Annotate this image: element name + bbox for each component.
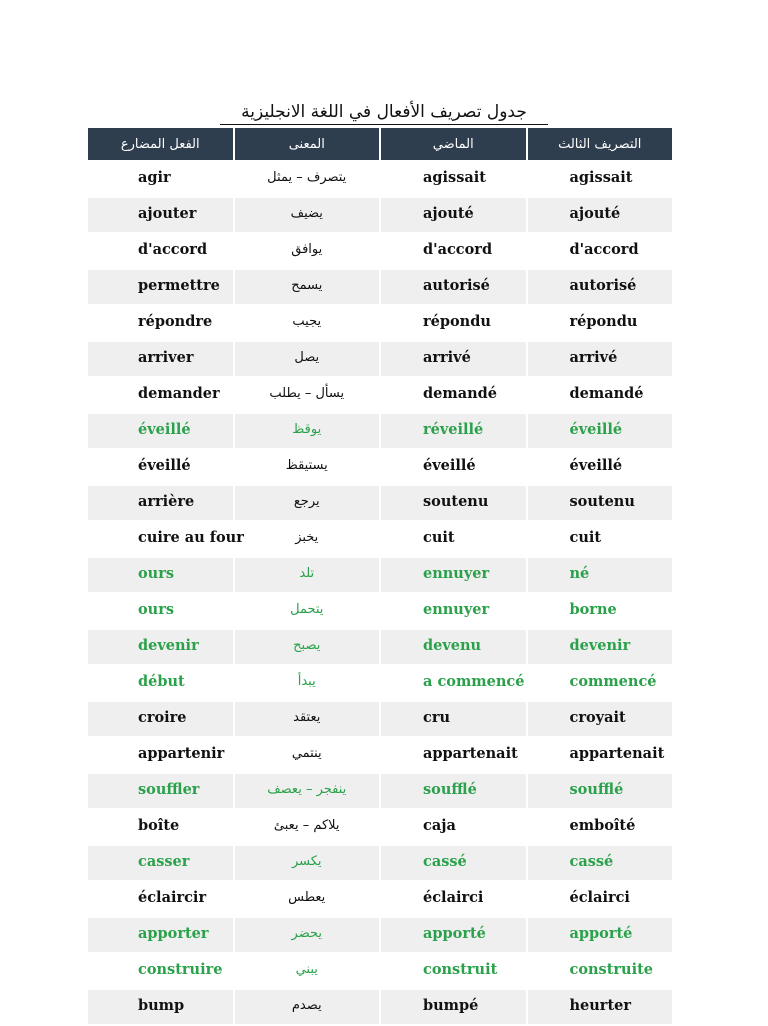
present-tense-cell: souffler	[88, 774, 233, 808]
verb-conjugation-table	[86, 126, 674, 1026]
table-row	[88, 306, 672, 340]
past-participle-cell: soutenu	[528, 486, 673, 520]
past-participle-cell: devenir	[528, 630, 673, 664]
past-tense-cell: caja	[381, 810, 526, 844]
table-row	[88, 954, 672, 988]
past-participle-cell: appartenait	[528, 738, 673, 772]
header-past-participle: التصريف الثالث	[528, 128, 673, 160]
past-participle-cell: autorisé	[528, 270, 673, 304]
present-tense-cell: casser	[88, 846, 233, 880]
table-row	[88, 162, 672, 196]
present-tense-cell: début	[88, 666, 233, 700]
present-tense-cell: croire	[88, 702, 233, 736]
table-row	[88, 666, 672, 700]
meaning-cell: يبدأ	[235, 666, 380, 700]
past-tense-cell: a commencé	[381, 666, 526, 700]
table-header-row	[88, 128, 672, 160]
past-participle-cell: emboîté	[528, 810, 673, 844]
table-row	[88, 846, 672, 880]
past-participle-cell: arrivé	[528, 342, 673, 376]
table-row	[88, 630, 672, 664]
past-tense-cell: ennuyer	[381, 594, 526, 628]
past-participle-cell: cuit	[528, 522, 673, 556]
meaning-cell: يتصرف – يمثل	[235, 162, 380, 196]
present-tense-cell: permettre	[88, 270, 233, 304]
meaning-cell: يلاكم – يعبئ	[235, 810, 380, 844]
present-tense-cell: arrière	[88, 486, 233, 520]
past-participle-cell: éveillé	[528, 414, 673, 448]
past-participle-cell: né	[528, 558, 673, 592]
meaning-cell: يصبح	[235, 630, 380, 664]
table-row	[88, 270, 672, 304]
past-participle-cell: d'accord	[528, 234, 673, 268]
table-row	[88, 522, 672, 556]
present-tense-cell: appartenir	[88, 738, 233, 772]
table-row	[88, 558, 672, 592]
meaning-cell: تلد	[235, 558, 380, 592]
table-row	[88, 990, 672, 1024]
past-participle-cell: borne	[528, 594, 673, 628]
table-row	[88, 198, 672, 232]
table-row	[88, 342, 672, 376]
meaning-cell: يسأل – يطلب	[235, 378, 380, 412]
past-participle-cell: répondu	[528, 306, 673, 340]
past-tense-cell: cru	[381, 702, 526, 736]
meaning-cell: يحضر	[235, 918, 380, 952]
past-participle-cell: soufflé	[528, 774, 673, 808]
past-tense-cell: éveillé	[381, 450, 526, 484]
present-tense-cell: demander	[88, 378, 233, 412]
meaning-cell: يوافق	[235, 234, 380, 268]
present-tense-cell: cuire au four	[88, 522, 233, 556]
meaning-cell: ينفجر – يعصف	[235, 774, 380, 808]
past-tense-cell: construit	[381, 954, 526, 988]
table-row	[88, 234, 672, 268]
meaning-cell: يجيب	[235, 306, 380, 340]
meaning-cell: يعطس	[235, 882, 380, 916]
present-tense-cell: ours	[88, 558, 233, 592]
present-tense-cell: ajouter	[88, 198, 233, 232]
document-title: جدول تصريف الأفعال في اللغة الانجليزية	[220, 100, 548, 125]
present-tense-cell: construire	[88, 954, 233, 988]
table-row	[88, 414, 672, 448]
present-tense-cell: agir	[88, 162, 233, 196]
present-tense-cell: d'accord	[88, 234, 233, 268]
header-meaning: المعنى	[235, 128, 380, 160]
past-tense-cell: appartenait	[381, 738, 526, 772]
past-tense-cell: cuit	[381, 522, 526, 556]
past-participle-cell: construite	[528, 954, 673, 988]
table-row	[88, 702, 672, 736]
past-participle-cell: agissait	[528, 162, 673, 196]
past-tense-cell: soufflé	[381, 774, 526, 808]
table-row	[88, 738, 672, 772]
meaning-cell: يتحمل	[235, 594, 380, 628]
table-body	[88, 162, 672, 1024]
past-tense-cell: demandé	[381, 378, 526, 412]
header-present-tense: الفعل المضارع	[88, 128, 233, 160]
past-tense-cell: répondu	[381, 306, 526, 340]
meaning-cell: يصل	[235, 342, 380, 376]
table-row	[88, 378, 672, 412]
past-tense-cell: bumpé	[381, 990, 526, 1024]
header-past-tense: الماضي	[381, 128, 526, 160]
past-tense-cell: agissait	[381, 162, 526, 196]
past-tense-cell: cassé	[381, 846, 526, 880]
meaning-cell: ينتمي	[235, 738, 380, 772]
meaning-cell: يعتقد	[235, 702, 380, 736]
past-tense-cell: éclairci	[381, 882, 526, 916]
meaning-cell: يضيف	[235, 198, 380, 232]
past-participle-cell: heurter	[528, 990, 673, 1024]
table-row	[88, 450, 672, 484]
present-tense-cell: ours	[88, 594, 233, 628]
past-tense-cell: réveillé	[381, 414, 526, 448]
meaning-cell: يرجع	[235, 486, 380, 520]
past-tense-cell: apporté	[381, 918, 526, 952]
present-tense-cell: bump	[88, 990, 233, 1024]
table-row	[88, 810, 672, 844]
table-row	[88, 882, 672, 916]
past-participle-cell: éclairci	[528, 882, 673, 916]
meaning-cell: يبني	[235, 954, 380, 988]
past-participle-cell: croyait	[528, 702, 673, 736]
table-row	[88, 594, 672, 628]
meaning-cell: يسمح	[235, 270, 380, 304]
past-participle-cell: apporté	[528, 918, 673, 952]
table-row	[88, 774, 672, 808]
meaning-cell: يكسر	[235, 846, 380, 880]
past-tense-cell: arrivé	[381, 342, 526, 376]
past-tense-cell: ajouté	[381, 198, 526, 232]
past-participle-cell: commencé	[528, 666, 673, 700]
present-tense-cell: devenir	[88, 630, 233, 664]
present-tense-cell: éveillé	[88, 414, 233, 448]
past-participle-cell: demandé	[528, 378, 673, 412]
past-tense-cell: d'accord	[381, 234, 526, 268]
past-tense-cell: ennuyer	[381, 558, 526, 592]
present-tense-cell: éclaircir	[88, 882, 233, 916]
present-tense-cell: arriver	[88, 342, 233, 376]
past-tense-cell: devenu	[381, 630, 526, 664]
past-participle-cell: ajouté	[528, 198, 673, 232]
meaning-cell: يستيقظ	[235, 450, 380, 484]
past-tense-cell: soutenu	[381, 486, 526, 520]
present-tense-cell: apporter	[88, 918, 233, 952]
present-tense-cell: éveillé	[88, 450, 233, 484]
meaning-cell: يوقظ	[235, 414, 380, 448]
present-tense-cell: boîte	[88, 810, 233, 844]
past-tense-cell: autorisé	[381, 270, 526, 304]
table-row	[88, 918, 672, 952]
meaning-cell: يخبز	[235, 522, 380, 556]
meaning-cell: يصدم	[235, 990, 380, 1024]
past-participle-cell: cassé	[528, 846, 673, 880]
present-tense-cell: répondre	[88, 306, 233, 340]
table-row	[88, 486, 672, 520]
past-participle-cell: éveillé	[528, 450, 673, 484]
